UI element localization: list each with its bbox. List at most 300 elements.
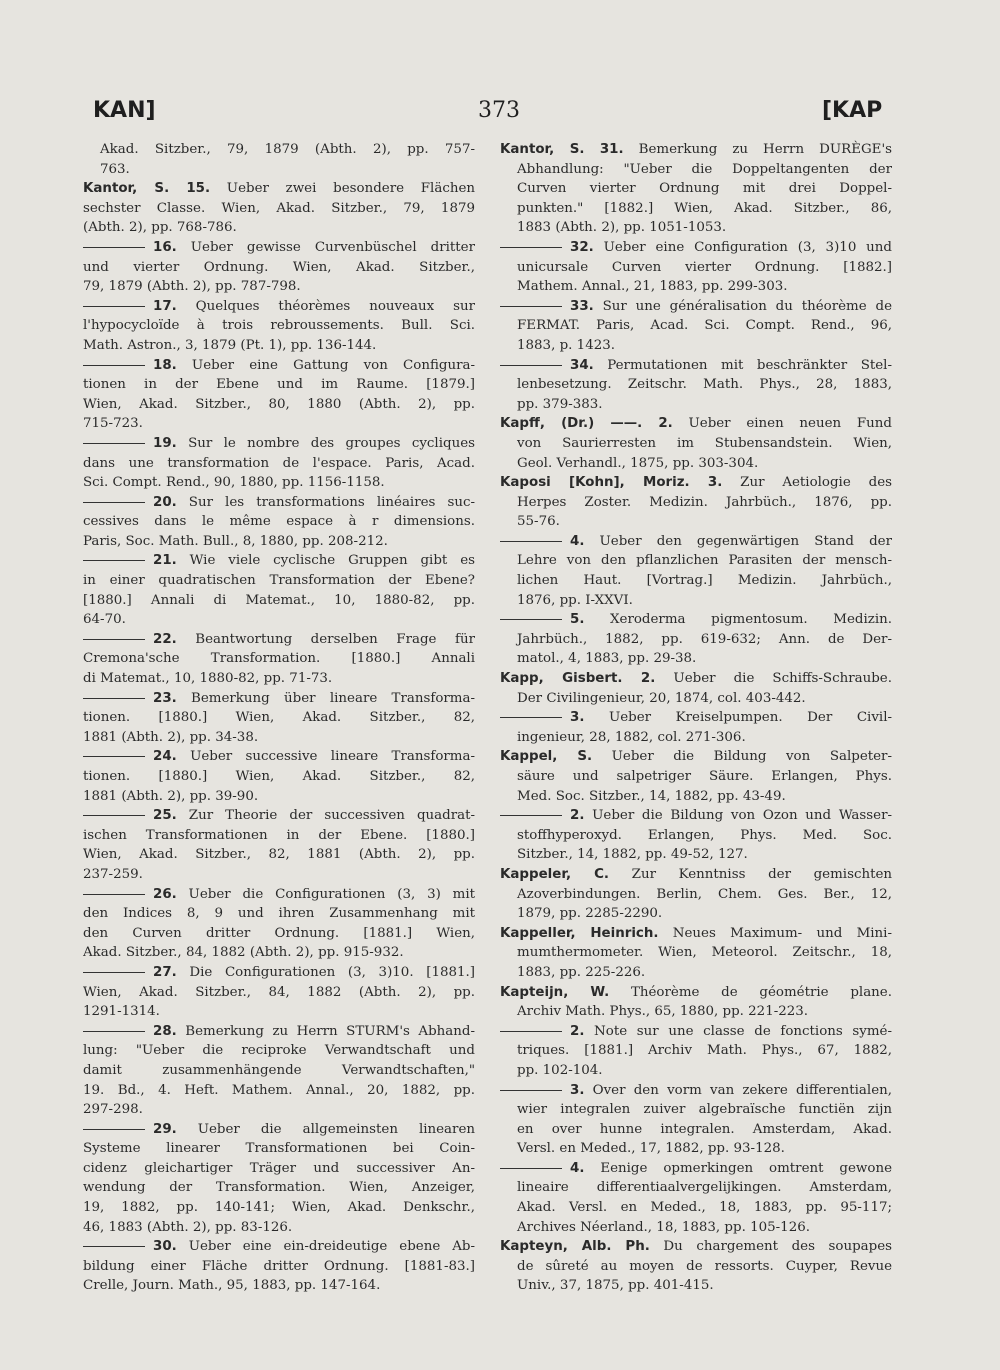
text-line [500,238,892,258]
entry-text: Die Configurationen (3, 3)10. [1881.] [176,964,475,980]
entry-heading: Kantor, S. 31. [500,142,624,157]
entry-text: 19, 1882, pp. 140-141; Wien, Akad. Denkschr., [83,1200,475,1216]
text-line [500,1178,892,1198]
entry-heading: Kaposi [Kohn], Moriz. 3. [500,475,723,491]
entry-text: Curven vierter Ordnung mit drei Doppel- [517,181,892,197]
text-line [83,199,475,219]
text-line [500,1237,892,1257]
text-line [83,297,475,317]
ditto-rule [83,443,145,444]
entry-text: mumthermometer. Wien, Meteorol. Zeitschr., 18, [517,945,892,961]
ditto-rule [83,894,145,895]
entry-heading: 5. [570,612,585,628]
entry-text: Crelle, Journ. Math., 95, 1883, pp. 147-164. [83,1278,381,1294]
entry-text: Neues Maximum- und Mini- [658,925,892,941]
ditto-rule [83,247,145,248]
entry-text: 237-259. [83,866,143,882]
text-line [83,1159,475,1179]
text-line [83,826,475,846]
entry-text: FERMAT. Paris, Acad. Sci. Compt. Rend., 96, [517,318,892,334]
ditto-rule [83,815,145,816]
entry-text: lichen Haut. [Vortrag.] Medizin. Jahrbüch., [517,573,892,589]
entry-text: Ueber gewisse Curvenbüschel dritter [176,239,475,255]
entry-text: Sur le nombre des groupes cycliques [176,435,475,451]
text-line [83,1120,475,1140]
entry-heading: 22. [153,631,177,647]
text-line [500,199,892,219]
entry-heading: 2. [570,808,585,824]
text-line [83,277,475,297]
entry-text: pp. 102-104. [517,1062,603,1078]
text-line [83,375,475,395]
entry-text: sechster Classe. Wien, Akad. Sitzber., 79, 1879 [83,200,475,216]
entry-text: Wien, Akad. Sitzber., 84, 1882 (Abth. 2), pp. [83,984,475,1000]
ditto-rule [500,541,562,542]
entry-heading: 23. [153,690,177,706]
text-line [500,728,892,748]
entry-text: den Curven dritter Ordnung. [1881.] Wien, [83,925,475,941]
text-line [500,630,892,650]
text-line [83,336,475,356]
entry-text: Ueber die Bildung von Ozon und Wasser- [584,808,892,824]
entry-text: Wien, Akad. Sitzber., 80, 1880 (Abth. 2), pp. [83,396,475,412]
text-line [83,140,475,160]
entry-text: Ueber successive lineare Transforma- [176,749,475,765]
text-line [83,983,475,1003]
entry-text: lung: "Ueber die reciproke Verwandtschaft und [83,1043,475,1059]
text-line [500,1120,892,1140]
entry-text: lineaire differentiaalvergelijkingen. Amsterdam, [517,1180,892,1196]
entry-text: 297-298. [83,1102,143,1118]
entry-text: Herpes Zoster. Medizin. Jahrbüch., 1876, pp. [517,494,892,510]
entry-text: Théorème de géométrie plane. [609,984,892,1000]
text-line [500,1198,892,1218]
text-line [500,1276,892,1296]
ditto-rule [500,717,562,718]
text-line [83,1237,475,1257]
entry-text: Cremona'sche Transformation. [1880.] Annali [83,651,475,667]
entry-heading: 19. [153,435,177,451]
entry-heading: 20. [153,494,177,510]
entry-text: 763. [100,161,130,177]
entry-heading: 26. [153,886,177,902]
entry-text: Wien, Akad. Sitzber., 82, 1881 (Abth. 2), pp. [83,847,475,863]
entry-heading: 29. [153,1121,177,1137]
text-line [500,1257,892,1277]
text-line [83,845,475,865]
text-line [500,473,892,493]
entry-text: tionen. [1880.] Wien, Akad. Sitzber., 82, [83,710,475,726]
entry-text: in einer quadratischen Transformation der Ebene? [83,573,475,589]
text-line [500,708,892,728]
text-line [83,630,475,650]
text-line [83,512,475,532]
running-head-right: [KAP [822,98,883,123]
ditto-rule [83,365,145,366]
ditto-rule [500,619,562,620]
text-line [83,551,475,571]
entry-text: stoffhyperoxyd. Erlangen, Phys. Med. Soc. [517,827,892,843]
entry-heading: 21. [153,553,177,569]
entry-text: Quelques théorèmes nouveaux sur [176,298,475,314]
text-line [500,983,892,1003]
entry-heading: Kapff, (Dr.) ——. 2. [500,416,673,432]
text-line [500,787,892,807]
entry-text: Paris, Soc. Math. Bull., 8, 1880, pp. 208-212. [83,533,388,549]
entry-text: von Saurierresten im Stubensandstein. Wien, [517,435,892,451]
entry-text: wendung der Transformation. Wien, Anzeiger, [83,1180,475,1196]
text-line [83,179,475,199]
text-line [83,160,475,180]
entry-text: Ueber die Bildung von Salpeter- [592,749,892,765]
ditto-rule [83,1129,145,1130]
entry-text: pp. 379-383. [517,396,603,412]
entry-text: Ueber die Configurationen (3, 3) mit [176,886,475,902]
text-line [83,885,475,905]
ditto-rule [500,1090,562,1091]
text-line [500,551,892,571]
entry-heading: Kapteijn, W. [500,984,610,1000]
entry-text: Ueber einen neuen Fund [672,416,892,432]
text-line [83,924,475,944]
text-line [500,591,892,611]
text-line [83,1218,475,1238]
entry-text: Note sur une classe de fonctions symé- [584,1023,892,1039]
entry-text: Med. Soc. Sitzber., 14, 1882, pp. 43-49. [517,788,786,804]
entry-text: Archiv Math. Phys., 65, 1880, pp. 221-223. [517,1004,809,1020]
entry-text: und vierter Ordnung. Wien, Akad. Sitzber., [83,259,475,275]
entry-text: 1883, p. 1423. [517,337,616,353]
text-line [500,532,892,552]
entry-heading: 4. [570,533,585,549]
text-line [83,316,475,336]
text-line [83,649,475,669]
entry-text: Ueber den gegenwärtigen Stand der [584,533,892,549]
text-line [83,1100,475,1120]
text-line [83,1002,475,1022]
ditto-rule [83,560,145,561]
entry-text: di Matemat., 10, 1880-82, pp. 71-73. [83,671,333,687]
text-line [500,689,892,709]
text-line [83,708,475,728]
ditto-rule [500,306,562,307]
text-line [500,1139,892,1159]
entry-text: Xeroderma pigmentosum. Medizin. [584,612,892,628]
text-line [83,571,475,591]
entry-heading: Kantor, S. 15. [83,181,211,197]
entry-text: Permutationen mit beschränkter Stel- [593,357,892,373]
entry-text: den Indices 8, 9 und ihren Zusammenhang mit [83,906,475,922]
entry-text: Bemerkung zu Herrn DURÈGE's [623,142,892,157]
entry-text: Ueber die Schiffs-Schraube. [655,671,892,687]
entry-heading: 33. [570,298,594,314]
ditto-rule [500,365,562,366]
text-line [83,395,475,415]
text-line [83,532,475,552]
entry-text: Univ., 37, 1875, pp. 401-415. [517,1278,714,1294]
entry-text: Ueber eine ein-dreideutige ebene Ab- [176,1239,475,1255]
ditto-rule [500,1168,562,1169]
entry-text: Ueber die allgemeinsten linearen [176,1121,475,1137]
running-head-left: KAN] [93,98,156,123]
text-line [500,1041,892,1061]
entry-text: cidenz gleichartiger Träger und successiver An- [83,1160,475,1176]
text-line [83,1041,475,1061]
text-line [83,1081,475,1101]
text-line [83,806,475,826]
text-line [500,1100,892,1120]
ditto-rule [83,972,145,973]
text-line [83,218,475,238]
entry-heading: Kapteyn, Alb. Ph. [500,1239,650,1255]
entry-heading: 4. [570,1160,585,1176]
text-line [83,865,475,885]
entry-text: wier integralen zuiver algebraïsche functiën zijn [517,1102,892,1118]
text-line [500,669,892,689]
text-line [500,1061,892,1081]
entry-text: Akad. Versl. en Meded., 18, 1883, pp. 95-117; [517,1200,892,1216]
text-line [500,179,892,199]
entry-text: dans une transformation de l'espace. Paris, Acad. [83,455,475,471]
entry-heading: 34. [570,357,594,373]
ditto-rule [83,1031,145,1032]
entry-text: 1876, pp. I-XXVI. [517,592,633,608]
text-line [500,649,892,669]
left-column [83,140,475,1296]
text-line [83,493,475,513]
entry-heading: 27. [153,964,177,980]
text-line [500,160,892,180]
entry-text: Der Civilingenieur, 20, 1874, col. 403-442. [517,690,806,706]
entry-text: 715-723. [83,416,143,432]
text-line [83,689,475,709]
entry-text: 79, 1879 (Abth. 2), pp. 787-798. [83,279,301,295]
entry-heading: 16. [153,239,177,255]
text-line [500,140,892,160]
text-line [500,943,892,963]
entry-text: 1291-1314. [83,1004,160,1020]
entry-text: Geol. Verhandl., 1875, pp. 303-304. [517,455,759,471]
entry-text: ingenieur, 28, 1882, col. 271-306. [517,729,746,745]
entry-text: Zur Theorie der successiven quadrat- [176,808,475,824]
entry-heading: Kappeler, C. [500,866,610,882]
text-line [500,277,892,297]
entry-text: 1879, pp. 2285-2290. [517,906,663,922]
text-line [83,767,475,787]
entry-text: de sûreté au moyen de ressorts. Cuyper, Revue [517,1258,892,1274]
text-line [83,356,475,376]
entry-heading: 17. [153,298,177,314]
entry-text: Eenige opmerkingen omtrent gewone [584,1160,892,1176]
text-line [500,963,892,983]
entry-text: Wie viele cyclische Gruppen gibt es [176,553,475,569]
entry-text: lenbesetzung. Zeitschr. Math. Phys., 28, 1883, [517,377,892,393]
entry-heading: 30. [153,1239,177,1255]
entry-text: Versl. en Meded., 17, 1882, pp. 93-128. [517,1141,785,1157]
text-line [83,1178,475,1198]
entry-text: Archives Néerland., 18, 1883, pp. 105-126. [517,1219,810,1235]
text-line [500,1022,892,1042]
text-line [83,610,475,630]
text-line [500,375,892,395]
entry-text: Akad. Sitzber., 84, 1882 (Abth. 2), pp. 915-932. [83,945,404,961]
entry-text: Ueber eine Gattung von Configura- [176,357,475,373]
entry-heading: Kappeller, Heinrich. [500,925,659,941]
text-line [500,1218,892,1238]
entry-heading: 18. [153,357,177,373]
entry-text: l'hypocycloïde à trois rebroussements. Bull. Sci. [83,318,475,334]
ditto-rule [500,247,562,248]
entry-text: 46, 1883 (Abth. 2), pp. 83-126. [83,1219,293,1235]
entry-text: 64-70. [83,612,126,628]
entry-text: Azoverbindungen. Berlin, Chem. Ges. Ber., 12, [517,886,892,902]
ditto-rule [83,1246,145,1247]
entry-text: Ueber zwei besondere Flächen [210,181,475,197]
entry-text: Ueber eine Configuration (3, 3)10 und [593,239,892,255]
text-line [500,767,892,787]
text-line [83,591,475,611]
text-line [500,434,892,454]
entry-text: Bemerkung über lineare Transforma- [176,690,475,706]
entry-text: ischen Transformationen in der Ebene. [1880.] [83,827,475,843]
entry-text: en over hunne integralen. Amsterdam, Akad. [517,1121,892,1137]
ditto-rule [83,502,145,503]
text-line [500,1081,892,1101]
entry-heading: 25. [153,808,177,824]
text-line [500,806,892,826]
ditto-rule [83,756,145,757]
text-line [83,238,475,258]
entry-text: Systeme linearer Transformationen bei Coin- [83,1141,475,1157]
text-line [83,473,475,493]
text-line [83,434,475,454]
page-number: 373 [478,98,520,123]
entry-text: Sur les transformations linéaires suc- [176,494,475,510]
text-line [500,904,892,924]
text-line [500,1002,892,1022]
entry-text: 19. Bd., 4. Heft. Mathem. Annal., 20, 1882, pp. [83,1082,475,1098]
entry-text: 1881 (Abth. 2), pp. 39-90. [83,788,259,804]
text-line [83,1276,475,1296]
entry-text: tionen in der Ebene und im Raume. [1879.] [83,377,475,393]
entry-text: Sur une généralisation du théorème de [593,298,892,314]
entry-text: Jahrbüch., 1882, pp. 619-632; Ann. de Der- [517,631,892,647]
entry-text: Zur Aetiologie des [722,475,892,491]
ditto-rule [83,306,145,307]
text-line [83,963,475,983]
text-line [500,865,892,885]
text-line [83,1061,475,1081]
entry-heading: 32. [570,239,594,255]
ditto-rule [83,698,145,699]
text-line [83,258,475,278]
entry-text: Du chargement des soupapes [649,1239,892,1255]
ditto-rule [83,639,145,640]
entry-text: 1883 (Abth. 2), pp. 1051-1053. [517,220,727,236]
entry-heading: 24. [153,749,177,765]
text-line [83,943,475,963]
text-line [500,316,892,336]
right-column [500,140,892,1296]
entry-text: Math. Astron., 3, 1879 (Pt. 1), pp. 136-144. [83,337,377,353]
text-line [83,787,475,807]
text-line [500,395,892,415]
text-line [500,571,892,591]
text-line [500,610,892,630]
text-line [500,493,892,513]
text-line [500,218,892,238]
entry-text: Abhandlung: "Ueber die Doppeltangenten der [517,161,892,177]
text-line [83,904,475,924]
entry-text: (Abth. 2), pp. 768-786. [83,220,237,236]
entry-text: 1881 (Abth. 2), pp. 34-38. [83,729,259,745]
text-line [500,826,892,846]
entry-text: Zur Kenntniss der gemischten [609,866,892,882]
text-line [500,454,892,474]
text-line [500,747,892,767]
entry-text: unicursale Curven vierter Ordnung. [1882.] [517,259,892,275]
entry-text: punkten." [1882.] Wien, Akad. Sitzber., 86, [517,200,892,216]
entry-text: matol., 4, 1883, pp. 29-38. [517,651,697,667]
entry-text: 55-76. [517,514,560,530]
text-line [500,356,892,376]
entry-text: Over den vorm van zekere differentialen, [584,1082,892,1098]
entry-text: Sci. Compt. Rend., 90, 1880, pp. 1156-1158. [83,475,385,491]
text-line [83,1139,475,1159]
entry-heading: 3. [570,710,585,726]
text-line [500,845,892,865]
text-line [500,336,892,356]
text-line [500,1159,892,1179]
text-line [500,512,892,532]
entry-text: [1880.] Annali di Matemat., 10, 1880-82, pp. [83,592,475,608]
text-line [500,924,892,944]
text-line [83,1257,475,1277]
text-line [500,414,892,434]
entry-heading: Kappel, S. [500,749,593,765]
entry-text: säure und salpetriger Säure. Erlangen, Phys. [517,769,892,784]
text-line [500,885,892,905]
text-line [83,747,475,767]
entry-text: Lehre von den pflanzlichen Parasiten der mensch- [517,553,892,569]
entry-text: Bemerkung zu Herrn STURM's Abhand- [176,1023,475,1039]
entry-text: bildung einer Fläche dritter Ordnung. [1881-83.] [83,1258,475,1274]
ditto-rule [500,815,562,816]
entry-heading: 2. [570,1023,585,1039]
entry-text: Beantwortung derselben Frage für [176,631,475,647]
entry-text: tionen. [1880.] Wien, Akad. Sitzber., 82, [83,769,475,784]
text-line [83,728,475,748]
text-line [83,1022,475,1042]
entry-text: Akad. Sitzber., 79, 1879 (Abth. 2), pp. 757- [100,142,475,157]
entry-text: Ueber Kreiselpumpen. Der Civil- [584,710,892,726]
entry-text: cessives dans le même espace à r dimensions. [83,514,475,530]
entry-text: damit zusammenhängende Verwandtschaften," [83,1062,475,1078]
text-line [83,454,475,474]
text-line [83,1198,475,1218]
entry-text: 1883, pp. 225-226. [517,964,646,980]
entry-heading: 3. [570,1082,585,1098]
text-line [83,414,475,434]
ditto-rule [500,1031,562,1032]
entry-text: triques. [1881.] Archiv Math. Phys., 67, 1882, [517,1043,892,1059]
text-line [500,258,892,278]
entry-text: Mathem. Annal., 21, 1883, pp. 299-303. [517,279,788,295]
entry-text: Sitzber., 14, 1882, pp. 49-52, 127. [517,847,748,863]
entry-heading: Kapp, Gisbert. 2. [500,671,656,687]
entry-heading: 28. [153,1023,177,1039]
text-line [500,297,892,317]
